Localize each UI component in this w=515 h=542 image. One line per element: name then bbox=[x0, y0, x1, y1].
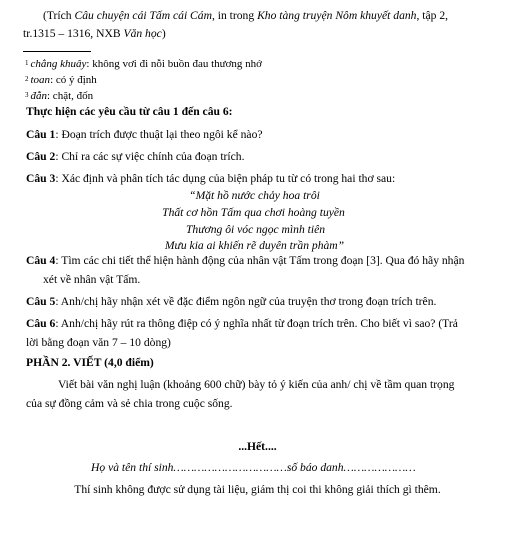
question-3 bbox=[26, 172, 395, 186]
footnote-term: toan bbox=[30, 74, 51, 86]
source-suffix: , tập 2, bbox=[416, 9, 449, 22]
footnote-definition: : không vơi đi nỗi buồn đau thương nhớ bbox=[86, 58, 262, 70]
question-label: Câu 6 bbox=[26, 317, 56, 330]
instructions-heading: Thực hiện các yêu cầu từ câu 1 đến câu 6: bbox=[26, 105, 233, 118]
footnote-term: đẵn bbox=[30, 90, 47, 102]
footnote-divider bbox=[23, 51, 91, 52]
poem-line-4: Mưu kia ai khiến rẽ duyên trần phàm” bbox=[164, 239, 345, 252]
candidate-info-line: Họ và tên thí sinh……………………………số báo danh………………… bbox=[91, 461, 416, 474]
footnote-2 bbox=[25, 73, 97, 87]
footnote-number: 1 bbox=[25, 59, 29, 67]
footnote-3 bbox=[25, 89, 93, 103]
poem-line-3: Thương ôi vóc ngọc mình tiên bbox=[185, 223, 326, 236]
question-6 bbox=[26, 317, 458, 331]
poem-line-2: Thất cơ hồn Tấm qua chơi hoàng tuyền bbox=[162, 206, 345, 219]
section-2-heading: PHẦN 2. VIẾT (4,0 điểm) bbox=[26, 356, 154, 369]
question-label: Câu 4 bbox=[26, 254, 56, 267]
essay-prompt-line-2: của sự đồng cảm và sẻ chia trong cuộc sống. bbox=[26, 397, 233, 410]
source-close: ) bbox=[161, 27, 166, 40]
question-4-continuation: xét về nhân vật Tấm. bbox=[43, 273, 141, 286]
footnote-number: 3 bbox=[25, 91, 29, 99]
question-4 bbox=[26, 254, 464, 268]
footnote-definition: : có ý định bbox=[50, 74, 97, 86]
footnote-number: 2 bbox=[25, 75, 29, 83]
question-label: Câu 3 bbox=[26, 172, 56, 185]
source-pages: tr.1315 – 1316, NXB bbox=[23, 27, 124, 40]
question-1 bbox=[26, 128, 263, 142]
essay-prompt-line-1: Viết bài văn nghị luận (khoảng 600 chữ) bày tỏ ý kiến của anh/ chị về tầm quan trọng bbox=[58, 378, 455, 391]
question-text: : Anh/chị hãy rút ra thông điệp có ý nghĩa nhất từ đoạn trích trên. Cho biết vì sao? (Trả bbox=[55, 317, 458, 330]
source-citation-line-1 bbox=[43, 9, 448, 23]
question-6-continuation: lời bằng đoạn văn 7 – 10 dòng) bbox=[26, 336, 171, 349]
question-text: : Chỉ ra các sự việc chính của đoạn trích. bbox=[55, 150, 245, 163]
closing-note: Thí sinh không được sử dụng tài liệu, giám thị coi thi không giải thích gì thêm. bbox=[74, 483, 441, 496]
footnote-term: chẳng khuây bbox=[30, 58, 87, 70]
question-text: : Tìm các chi tiết thể hiện hành động của nhân vật Tấm trong đoạn [3]. Qua đó hãy nhận bbox=[55, 254, 465, 267]
question-label: Câu 5 bbox=[26, 295, 56, 308]
source-prefix: (Trích bbox=[43, 9, 75, 22]
source-book-title: Kho tàng truyện Nôm khuyết danh bbox=[257, 9, 417, 22]
source-mid: , in trong bbox=[211, 9, 258, 22]
source-citation-line-2 bbox=[23, 27, 166, 41]
question-text: : Anh/chị hãy nhận xét về đặc điểm ngôn ngữ của truyện thơ trong đoạn trích trên. bbox=[55, 295, 437, 308]
question-label: Câu 1 bbox=[26, 128, 56, 141]
end-mark: ...Hết.... bbox=[238, 440, 277, 453]
footnote-definition: : chặt, đốn bbox=[47, 90, 94, 102]
question-5 bbox=[26, 295, 436, 309]
question-text: : Xác định và phân tích tác dụng của biện pháp tu từ có trong hai thơ sau: bbox=[55, 172, 396, 185]
poem-line-1: “Mặt hồ nước chảy hoa trôi bbox=[189, 189, 320, 202]
question-text: : Đoạn trích được thuật lại theo ngôi kể nào? bbox=[55, 128, 263, 141]
question-2 bbox=[26, 150, 244, 164]
source-story-title: Câu chuyện cái Tấm cái Cám bbox=[74, 9, 212, 22]
question-label: Câu 2 bbox=[26, 150, 56, 163]
footnote-1 bbox=[25, 57, 262, 71]
source-publisher: Văn học bbox=[123, 27, 162, 40]
